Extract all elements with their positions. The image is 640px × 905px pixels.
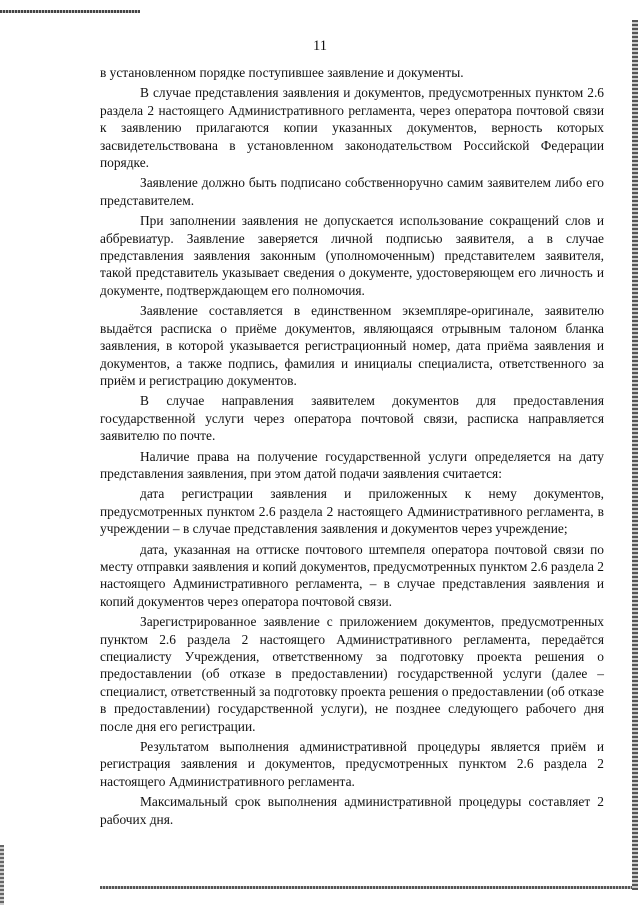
scan-edge-left [0,845,4,905]
page-number: 11 [313,38,327,54]
paragraph-5: Заявление составляется в единственном экземпляре-оригинале, заявителю выдаётся расписка о приёме документов, являющаяся отрывным талоном бланка заявления, в которой указывается регистрационный номер, дата приёма заявления и документов, а также подпись, фамилия и инициалы специалиста, ответственного за приём и регистрацию документов. [100,303,604,388]
paragraph-11: Результатом выполнения административной процедуры является приём и регистрация заявления и документов, предусмотренных пунктом 2.6 раздела 2 настоящего Административного регламента. [100,739,604,789]
paragraph-2: В случае представления заявления и документов, предусмотренных пунктом 2.6 раздела 2 настоящего Административного регламента, через оператора почтовой связи к заявлению прилагаются копии указанных документов, верность которых засвидетельствована в установленном законодательством Российской Федерации порядке. [100,85,604,171]
paragraph-6: В случае направления заявителем документов для предоставления государственной услуги через оператора почтовой связи, расписка направляется заявителю по почте. [100,393,604,444]
scan-edge-top [0,10,140,13]
paragraph-7: Наличие права на получение государственной услуги определяется на дату представления заявления, при этом датой подачи заявления считается: [100,448,604,481]
paragraph-10: Зарегистрированное заявление с приложением документов, предусмотренных пунктом 2.6 раздела 2 настоящего Административного регламента, передаётся специалисту Учреждения, ответственному за подготовку проекта решения о предоставлении (об отказе в предоставлении) государственной услуги (далее – специалист, ответственный за подготовку проекта решения о предоставлении (об отказе в предоставлении) государственной услуги), не позднее следующего рабочего дня после дня его регистрации. [100,614,605,734]
scan-edge-bottom [100,886,632,889]
paragraph-8: дата регистрации заявления и приложенных к нему документов, предусмотренных пунктом 2.6 раздела 2 настоящего Административного регламента, в учреждении – в случае представления заявления и документов через учреждение; [100,486,604,537]
scan-edge-right [632,20,638,890]
document-body [100,64,604,828]
paragraph-3: Заявление должно быть подписано собственноручно самим заявителем либо его представителем. [100,175,604,208]
paragraph-4: При заполнении заявления не допускается использование сокращений слов и аббревиатур. Заявление заверяется личной подписью заявителя, а в случае представления заявления законным (уполномоченным) представителем заявителя, такой представитель указывает сведения о документе, удостоверяющем его личность и документе, подтверждающем его полномочия. [100,213,604,298]
paragraph-1: в установленном порядке поступившее заявление и документы. [100,65,464,80]
paragraph-12: Максимальный срок выполнения административной процедуры составляет 2 рабочих дня. [100,794,604,827]
paragraph-9: дата, указанная на оттиске почтового штемпеля оператора почтовой связи по месту отправки заявления и копий документов, предусмотренных пунктом 2.6 раздела 2 настоящего Административного регламента, – в случае представления заявления и копий документов через оператора почтовой связи. [100,541,604,609]
